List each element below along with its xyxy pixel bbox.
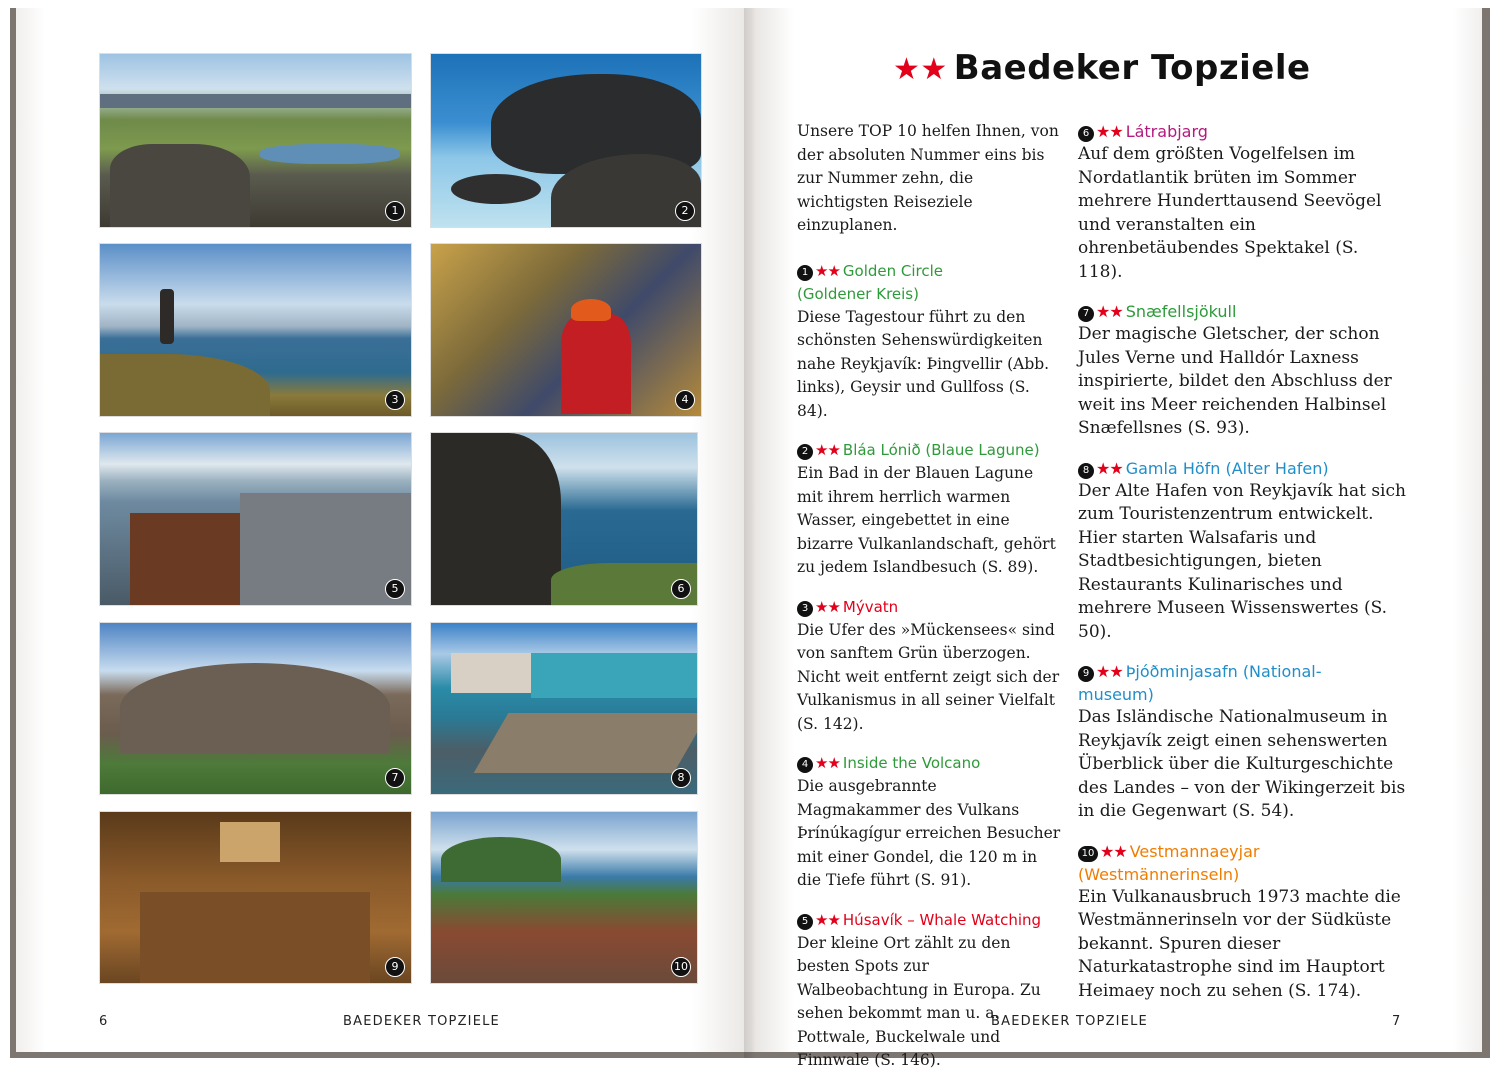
entry-title: 9 ★★ Þjóðminjasafn (National- museum)	[1078, 662, 1322, 704]
red-stars-icon: ★★	[815, 597, 840, 616]
entry-text: Die Ufer des »Mückensees« sind von sanftem Grün überzogen. Nicht weit entfernt zeigt sich der Vulkanismus in all seiner Vielfalt (S. 142).	[797, 620, 1060, 733]
list-item	[797, 596, 1062, 737]
entry-text: Ein Vulkanausbruch 1973 machte die Westmännerinseln vor der Südküste bekannt. Spuren dieser Naturkatastrophe sind im Hauptort Heimaey noch zu sehen (S. 174).	[1078, 886, 1401, 1001]
entry-text: Das Isländische Nationalmuseum in Reykjavík zeigt einen sehenswerten Überblick über die Kulturgeschichte des Landes – von der Wikingerzeit bis in die Gegenwart (S. 54).	[1078, 707, 1406, 821]
photo-7	[99, 622, 412, 795]
entry-text: Der kleine Ort zählt zu den besten Spots zur Walbeobachtung in Europa. Zu sehen bekommt man u. a. Pottwale, Buckelwale und Finnwale (S. 146).	[797, 933, 1041, 1069]
entry-text: Diese Tagestour führt zu den schönsten Sehenswürdigkeiten nahe Reykjavík: Þingvellir (Abb. links), Geysir und Gullfoss (S. 84).	[797, 307, 1050, 420]
photo-10	[430, 811, 698, 984]
text-column-right	[1078, 120, 1408, 1019]
photo-9	[99, 811, 412, 984]
list-item	[1078, 457, 1408, 645]
photo-number-badge: 2	[675, 201, 695, 221]
photo-4	[430, 243, 702, 417]
photo-number-badge: 1	[385, 201, 405, 221]
number-badge: 7	[1078, 306, 1094, 322]
photo-6	[430, 432, 698, 606]
list-item	[797, 260, 1062, 424]
entry-title: 4 ★★ Inside the Volcano	[797, 752, 1062, 775]
entry-title: 10 ★★ Vestmannaeyjar (Westmännerinseln)	[1078, 841, 1260, 884]
red-stars-icon: ★★	[815, 261, 840, 280]
number-badge: 10	[1078, 846, 1098, 862]
entry-text: Der magische Gletscher, der schon Jules Verne und Halldór Laxness inspirierte, bildet den Abschluss der weit ins Meer reichenden Halbinsel Snæfellsnes (S. 93).	[1078, 324, 1392, 438]
list-item	[797, 752, 1062, 893]
list-item	[797, 439, 1062, 580]
red-stars-icon: ★★	[1096, 662, 1123, 681]
number-badge: 2	[797, 444, 813, 460]
photo-8	[430, 622, 698, 795]
intro-paragraph: Unsere TOP 10 helfen Ihnen, von der absoluten Nummer eins bis zur Nummer zehn, die wichtigsten Reiseziele einzuplanen.	[797, 122, 1059, 234]
photo-5	[99, 432, 412, 606]
red-stars-icon: ★★	[893, 52, 948, 87]
entry-title: 2 ★★ Bláa Lónið (Blaue Lagune)	[797, 439, 1062, 462]
photo-number-badge: 7	[385, 768, 405, 788]
running-head-right: BAEDEKER TOPZIELE	[991, 1014, 1148, 1029]
red-stars-icon: ★★	[815, 754, 840, 772]
list-item	[797, 909, 1062, 1073]
photo-3	[99, 243, 412, 417]
red-stars-icon: ★★	[815, 910, 840, 929]
photo-number-badge: 6	[671, 579, 691, 599]
photo-number-badge: 10	[671, 957, 691, 977]
red-stars-icon: ★★	[1096, 122, 1123, 141]
entry-title: 7 ★★ Snæfellsjökull	[1078, 300, 1408, 323]
book-spine	[744, 8, 756, 1058]
entry-title: 1 ★★ Golden Circle (Goldener Kreis)	[797, 261, 944, 303]
list-item	[1078, 300, 1408, 441]
photo-number-badge: 3	[385, 390, 405, 410]
photo-1	[99, 53, 412, 228]
red-stars-icon: ★★	[1096, 458, 1123, 478]
entry-text: Die ausgebrannte Magmakammer des Vulkans Þrínúkagígur erreichen Besucher mit einer Gondel, die 120 m in die Tiefe führt (S. 91).	[797, 777, 1061, 889]
red-stars-icon: ★★	[1096, 302, 1123, 321]
number-badge: 1	[797, 265, 813, 281]
entry-text: Ein Bad in der Blauen Lagune mit ihrem herrlich warmen Wasser, eingebettet in eine bizarre Vulkanlandschaft, gehört zu jedem Islandbesuch (S. 89).	[797, 464, 1056, 576]
number-badge: 8	[1078, 463, 1094, 479]
list-item	[1078, 840, 1408, 1004]
red-stars-icon: ★★	[1100, 841, 1127, 861]
entry-title: 5 ★★ Húsavík – Whale Watching	[797, 909, 1062, 932]
photo-number-badge: 5	[385, 579, 405, 599]
list-item	[1078, 120, 1408, 284]
number-badge: 6	[1078, 126, 1094, 142]
photo-2	[430, 53, 702, 228]
text-column-left	[797, 120, 1062, 1089]
red-stars-icon: ★★	[815, 441, 840, 459]
photo-number-badge: 9	[385, 957, 405, 977]
page-title	[893, 48, 1311, 88]
running-head-left: BAEDEKER TOPZIELE	[343, 1014, 500, 1029]
entry-title: 6 ★★ Látrabjarg	[1078, 120, 1408, 143]
entry-title: 8 ★★ Gamla Höfn (Alter Hafen)	[1078, 457, 1408, 480]
entry-text: Der Alte Hafen von Reykjavík hat sich zum Touristenzentrum entwickelt. Hier starten Walsafaris und Stadtbesichtigungen, bieten Restaurants Kulinarisches und mehrere Museen Wissenswertes (S. 50).	[1078, 480, 1406, 642]
photo-number-badge: 8	[671, 768, 691, 788]
number-badge: 5	[797, 914, 813, 930]
photo-number-badge: 4	[675, 390, 695, 410]
number-badge: 3	[797, 601, 813, 617]
entry-text: Auf dem größten Vogelfelsen im Nordatlantik brüten im Sommer mehrere Hunderttausend Seevögel und veranstalten ein ohrenbetäubendes Spektakel (S. 118).	[1078, 144, 1382, 282]
page-number-right: 7	[1392, 1014, 1402, 1029]
entry-title: 3 ★★ Mývatn	[797, 596, 1062, 619]
page-number-left: 6	[99, 1014, 109, 1029]
number-badge: 9	[1078, 666, 1094, 682]
number-badge: 4	[797, 757, 813, 773]
list-item	[1078, 660, 1408, 824]
page-title-text: Baedeker Topziele	[953, 48, 1311, 88]
